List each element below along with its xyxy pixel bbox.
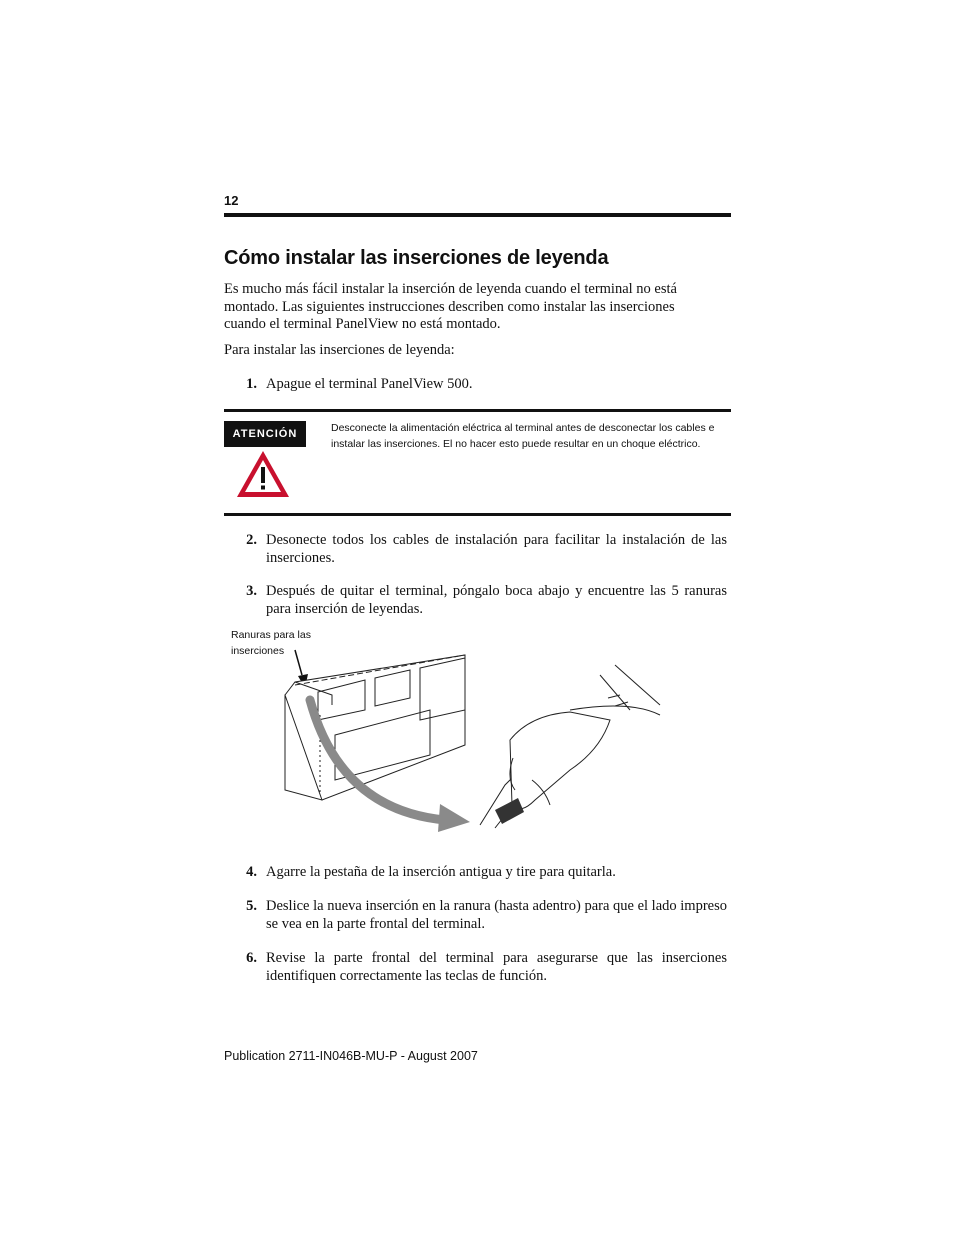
- attention-text: Desconecte la alimentación eléctrica al terminal antes de desconectar los cables e instalar las inserciones. El no hacer esto puede resultar en un choque eléctrico.: [331, 422, 715, 450]
- lead-paragraph: Para instalar las inserciones de leyenda:: [224, 342, 455, 358]
- publication-footer: Publication 2711-IN046B-MU-P - August 2007: [224, 1049, 478, 1063]
- step-text: Deslice la nueva inserción en la ranura (hasta adentro) para que el lado impreso se vea en la parte frontal del terminal.: [266, 898, 727, 932]
- terminal-drawing: [285, 655, 465, 800]
- attention-bottom-rule: [224, 513, 731, 516]
- step-text: Revise la parte frontal del terminal para asegurarse que las inserciones identifiquen correctamente las teclas de función.: [266, 950, 727, 984]
- step-number: 4.: [246, 864, 257, 880]
- intro-paragraph: Es mucho más fácil instalar la inserción de leyenda cuando el terminal no está montado. Las siguientes instrucciones describen como instalar las inserciones cuando el terminal PanelView no está montado.: [224, 281, 677, 332]
- step-number: 5.: [246, 898, 257, 914]
- direction-arrowhead: [438, 804, 470, 832]
- step-number: 1.: [246, 376, 257, 392]
- step-number: 6.: [246, 950, 257, 966]
- legend-insert-illustration: [270, 640, 670, 840]
- header-rule: [224, 213, 731, 217]
- figure-callout-line-1: Ranuras para las: [231, 629, 311, 641]
- step-text: Agarre la pestaña de la inserción antigua y tire para quitarla.: [266, 864, 616, 880]
- attention-badge: ATENCIÓN: [224, 421, 306, 447]
- step-text: Después de quitar el terminal, póngalo boca abajo y encuentre las 5 ranuras para inserción de leyendas.: [266, 583, 727, 617]
- warning-triangle-icon: [234, 448, 292, 500]
- step-number: 2.: [246, 532, 257, 548]
- hand-drawing: [480, 665, 660, 828]
- section-title: Cómo instalar las inserciones de leyenda: [224, 247, 609, 269]
- step-number: 3.: [246, 583, 257, 599]
- figure-callout-line-2: inserciones: [231, 645, 285, 657]
- attention-top-rule: [224, 409, 731, 412]
- step-text: Desonecte todos los cables de instalación para facilitar la instalación de las inserciones.: [266, 532, 727, 566]
- page-number: 12: [224, 193, 239, 208]
- step-text: Apague el terminal PanelView 500.: [266, 376, 473, 392]
- legend-insert-tab: [495, 798, 524, 824]
